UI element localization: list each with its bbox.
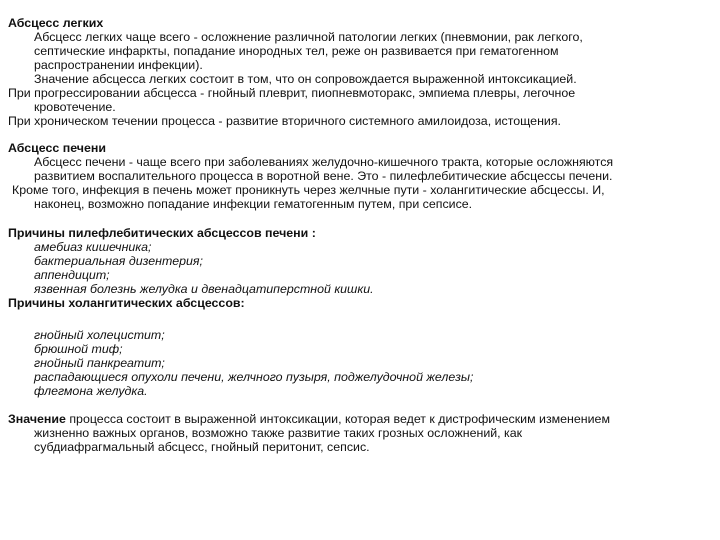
pylephlebitic-causes-title: Причины пилефлебитических абсцессов печени : [8,226,316,240]
liver-abscess-title: Абсцесс печени [8,141,106,155]
lung-chronic-line: При хроническом течении процесса - развитие вторичного системного амилоидоза, истощения. [8,114,561,128]
significance-line-2: жизненно важных органов, возможно также развитие таких грозных осложнений, как [34,426,523,440]
pylephlebitic-item: бактериальная дизентерия; [34,254,203,268]
lung-text-line-3: распространении инфекции). [34,58,203,72]
cholangitic-item: гнойный холецистит; [34,328,165,342]
lung-text-line-4: Значение абсцесса легких состоит в том, что он сопровождается выраженной интоксикацией. [34,72,577,86]
spacer [8,398,712,412]
spacer [8,211,712,226]
cholangitic-causes-title: Причины холангитических абсцессов: [8,296,245,310]
cholangitic-item: флегмона желудка. [34,384,148,398]
significance-line-1 [8,412,712,426]
liver-text-line-2: развитием воспалительного процесса в воротной вене. Это - пилефлебитические абсцессы печени. [34,169,613,183]
lung-text-line-2: септические инфаркты, попадание инородных тел, реже он развивается при гематогенном [34,44,559,58]
pylephlebitic-item: язвенная болезнь желудка и двенадцатиперстной кишки. [34,282,374,296]
pylephlebitic-item: аппендицит; [34,268,110,282]
significance-line-3: субдиафрагмальный абсцесс, гнойный перитонит, сепсис. [34,440,370,454]
spacer [8,310,712,328]
lung-progression-line-1: При прогрессировании абсцесса - гнойный плеврит, пиопневмоторакс, эмпиема плевры, легочное [8,86,576,100]
liver-infection-line-2: наконец, возможно попадание инфекции гематогенным путем, при сепсисе. [34,197,473,211]
spacer [8,128,712,141]
lung-abscess-title: Абсцесс легких [8,16,104,30]
cholangitic-item: гнойный панкреатит; [34,356,165,370]
cholangitic-item: брюшной тиф; [34,342,123,356]
liver-infection-line-1: Кроме того, инфекция в печень может проникнуть через желчные пути - холангитические абсцессы. И, [12,183,605,197]
lung-text-line-1: Абсцесс легких чаще всего - осложнение различной патологии легких (пневмонии, рак легкого, [34,30,583,44]
liver-text-line-1: Абсцесс печени - чаще всего при заболеваниях желудочно-кишечного тракта, которые осложняются [34,155,614,169]
pylephlebitic-item: амебиаз кишечника; [34,240,152,254]
significance-label: Значение [8,412,66,426]
cholangitic-item: распадающиеся опухоли печени, желчного пузыря, поджелудочной железы; [34,370,474,384]
lung-progression-line-2: кровотечение. [34,100,116,114]
significance-text: процесса состоит в выраженной интоксикации, которая ведет к дистрофическим изменением [65,412,610,426]
